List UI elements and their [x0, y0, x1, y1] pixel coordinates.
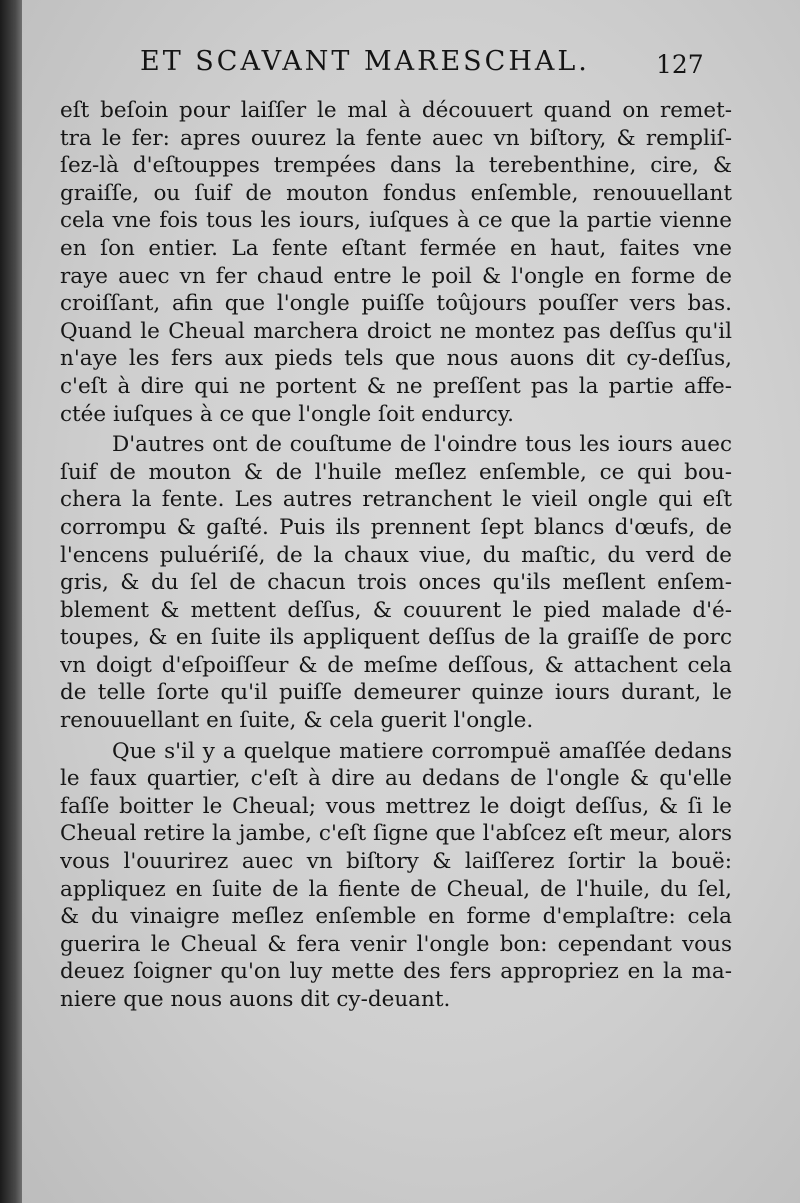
running-title: ET SCAVANT MARESCHAL. [140, 46, 590, 77]
text-line: deuez ſoigner qu'on luy mette des fers appropriez en la ma- [60, 959, 732, 985]
text-line: appliquez en ſuite de la fiente de Cheual, de l'huile, du ſel, [60, 876, 732, 902]
text-line: ctée iuſques à ce que l'ongle ſoit endurcy. [60, 401, 514, 427]
text-line: chera la fente. Les autres retranchent le vieil ongle qui eſt [60, 487, 732, 513]
text-line: ſez-là d'eſtouppes trempées dans la terebenthine, cire, & [60, 153, 732, 179]
text-line: raye auec vn fer chaud entre le poil & l'ongle en forme de [60, 263, 732, 289]
text-line: toupes, & en ſuite ils appliquent deſſus de la graiſſe de porc [60, 625, 732, 651]
text-line: ſuif de mouton & de l'huile meſlez enſemble, ce qui bou- [60, 459, 732, 485]
text-line: & du vinaigre meſlez enſemble en forme d'emplaſtre: cela [60, 904, 732, 930]
text-line: D'autres ont de couſtume de l'oindre tous les iours auec [112, 432, 732, 458]
page-header [22, 38, 800, 78]
text-line: l'encens puluériſé, de la chaux viue, du maſtic, du verd de [60, 542, 732, 568]
text-line: renouuellant en ſuite, & cela guerit l'ongle. [60, 708, 534, 734]
text-line: croiſſant, afin que l'ongle puiſſe toûjours pouſſer vers bas. [60, 291, 732, 317]
text-line: guerira le Cheual & fera venir l'ongle bon: cependant vous [60, 931, 732, 957]
page-number: 127 [656, 50, 704, 79]
text-line: en ſon entier. La fente eſtant fermée en haut, faites vne [60, 235, 732, 261]
text-line: n'aye les fers aux pieds tels que nous auons dit cy-deſſus, [60, 346, 732, 372]
text-line: eſt beſoin pour laiſſer le mal à découuert quand on remet- [60, 98, 732, 123]
paragraph [60, 431, 732, 735]
text-line: graiſſe, ou ſuif de mouton fondus enſemble, renouuellant [60, 180, 732, 206]
text-line: corrompu & gaſté. Puis ils prennent ſept blancs d'œufs, de [60, 514, 732, 540]
text-line: le faux quartier, c'eſt à dire au dedans de l'ongle & qu'elle [60, 766, 732, 792]
body-text [60, 97, 732, 1014]
text-line: gris, & du ſel de chacun trois onces qu'ils meſlent enſem- [60, 570, 732, 596]
text-line: vn doigt d'eſpoiſſeur & de meſme deſſous, & attachent cela [60, 652, 732, 678]
text-line: cela vne fois tous les iours, iuſques à ce que la partie vienne [60, 208, 732, 234]
book-page [22, 0, 800, 1203]
paragraph [60, 738, 732, 1014]
text-line: Que s'il y a quelque matiere corrompuë amaſſée dedans [112, 738, 732, 764]
paragraph [60, 97, 732, 428]
text-line: faſſe boitter le Cheual; vous mettrez le doigt deſſus, & ſi le [60, 793, 732, 819]
text-line: blement & mettent deſſus, & couurent le pied malade d'é- [60, 597, 732, 623]
text-line: niere que nous auons dit cy-deuant. [60, 987, 451, 1012]
text-line: c'eſt à dire qui ne portent & ne preſſent pas la partie affe- [60, 373, 732, 399]
text-line: vous l'ouurirez auec vn biſtory & laiſſerez ſortir la bouë: [60, 849, 732, 875]
text-line: Quand le Cheual marchera droict ne montez pas deſſus qu'il [60, 318, 732, 344]
text-line: tra le fer: apres ouurez la fente auec vn biſtory, & rempliſ- [60, 125, 732, 151]
text-line: de telle ſorte qu'il puiſſe demeurer quinze iours durant, le [60, 680, 732, 706]
text-line: Cheual retire la jambe, c'eſt ſigne que l'abſcez eſt meur, alors [60, 821, 732, 847]
